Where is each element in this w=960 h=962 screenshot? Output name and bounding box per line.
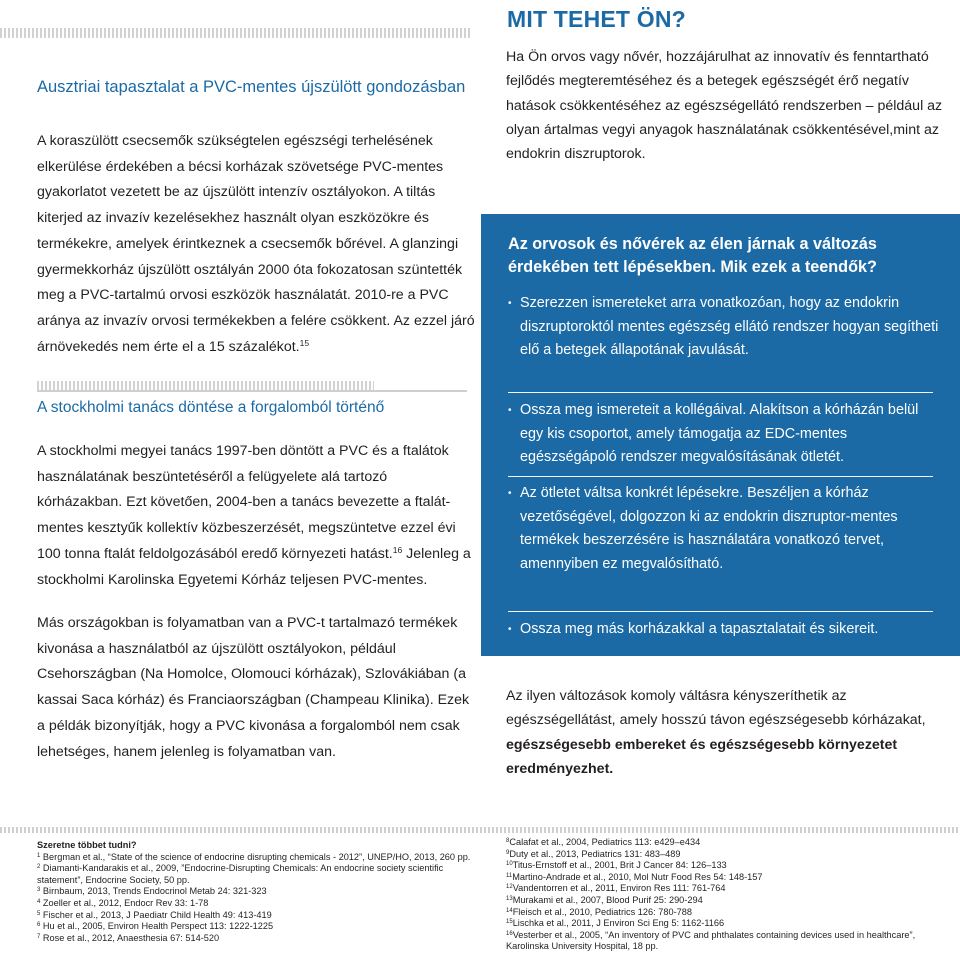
reference-text: Lischka et al., 2011, J Environ Sci Eng 5: 1162-1166 bbox=[512, 918, 725, 929]
reference-text: Calafat et al., 2004, Pediatrics 113: e429–e434 bbox=[509, 837, 701, 847]
reference-item bbox=[506, 918, 946, 930]
reference-item bbox=[37, 898, 477, 910]
reference-number: 4 bbox=[37, 898, 41, 905]
reference-number: 7 bbox=[37, 933, 41, 940]
action-box bbox=[481, 214, 960, 656]
reference-text: Titus-Ernstoff et al., 2001, Brit J Cancer 84: 126–133 bbox=[512, 860, 727, 871]
reference-number: 15 bbox=[506, 919, 513, 926]
bullet-icon: • bbox=[508, 405, 512, 416]
reference-text: Martino-Andrade et al., 2010, Mol Nutr Food Res 54: 148-157 bbox=[512, 871, 763, 882]
reference-item bbox=[37, 933, 477, 945]
footer-divider-decor bbox=[0, 827, 960, 833]
reference-item bbox=[37, 863, 477, 886]
reference-number: 3 bbox=[37, 887, 41, 894]
reference-text: Birnbaum, 2013, Trends Endocrinol Metab 24: 321-323 bbox=[42, 886, 267, 897]
reference-number: 5 bbox=[37, 910, 41, 917]
stockholm-paragraph bbox=[37, 439, 475, 593]
other-countries-paragraph: Más országokban is folyamatban van a PVC-t tartalmazó termékek kivonása a használatból az újszülött osztályokon, például Csehországban (Na Homolce, Olomouci kórházak), Szlovákiában (a kassai Saca kórház) és Franciaországban (Champeau Klinika). Ezek a példák bizonyítják, hogy a PVC kivonása a forgalomból nem csak lehetséges, hanem jelenleg is folyamatban van. bbox=[37, 615, 470, 760]
reference-text: Diamanti-Kandarakis et al., 2009, ”Endocrine-Disrupting Chemicals: An endocrine society scientific statement”, Endocrine Society, 50 pp. bbox=[37, 863, 444, 885]
action-box-title: Az orvosok és nővérek az élen járnak a változás érdekében tett lépésekben. Mik ezek a teendők? bbox=[508, 235, 877, 276]
action-item bbox=[508, 482, 940, 576]
austria-heading: Ausztriai tapasztalat a PVC-mentes újszülött gondozásban bbox=[37, 78, 466, 96]
reference-item bbox=[506, 883, 946, 895]
item-divider bbox=[508, 392, 933, 393]
ref-marker-15: 15 bbox=[299, 337, 310, 348]
reference-number: 6 bbox=[37, 922, 41, 929]
item-divider bbox=[508, 611, 933, 612]
references-title: Szeretne többet tudni? bbox=[37, 840, 137, 850]
reference-item bbox=[506, 849, 946, 861]
reference-number: 12 bbox=[506, 884, 513, 891]
header-decor-band bbox=[0, 28, 470, 38]
action-item bbox=[508, 399, 940, 470]
ref-marker-16: 16 bbox=[392, 544, 403, 555]
reference-text: Duty et al., 2013, Pediatrics 131: 483–489 bbox=[509, 848, 681, 859]
reference-number: 11 bbox=[506, 872, 513, 879]
reference-item bbox=[506, 930, 946, 953]
reference-text: Fleisch et al., 2010, Pediatrics 126: 780-788 bbox=[512, 906, 692, 917]
action-item-text: Szerezzen ismereteket arra vonatkozóan, hogy az endokrin diszruptoroktól mentes egészség ellátó rendszer hogyan segítheti elő a betegek állapotának javulását. bbox=[520, 295, 939, 359]
reference-item bbox=[37, 921, 477, 933]
reference-text: Hu et al., 2005, Environ Health Perspect 113: 1222-1225 bbox=[42, 921, 274, 932]
reference-number: 1 bbox=[37, 852, 41, 859]
reference-text: Rose et al., 2012, Anaesthesia 67: 514-520 bbox=[42, 932, 220, 943]
bullet-icon: • bbox=[508, 488, 512, 499]
references-left bbox=[37, 840, 477, 944]
reference-text: Vesterber et al., 2005, “An inventory of PVC and phthalates containing devices used in healthcare”, Karolinska University Hospital, 18 pp. bbox=[506, 929, 916, 952]
reference-text: Bergman et al., “State of the science of endocrine disrupting chemicals - 2012”, UNEP/HO, 2013, 260 pp. bbox=[42, 851, 471, 862]
references-right bbox=[506, 837, 946, 953]
austria-paragraph-text: A koraszülött csecsemők szükségtelen egészségi terhelésének elkerülése érdekében a bécsi korházak szövetsége PVC-mentes gyakorlatot vezetett be az újszülött intenzív osztályokon. A tiltás kiterjed az invazív kezelésekhez használt olyan eszközökre és termékekre, amelyek érintkeznek a csecsemők bőrével. A glanzingi gyermekkorház újszülött osztályán 2000 óta fokozatosan szüntették meg a PVC-tartalmú orvosi eszközök használatát. 2010-re a PVC aránya az invazív orvosi termékekben a felére csökkent. Az ezzel járó árnövekedés nem érte el a 15 százalékot. bbox=[37, 133, 475, 355]
closing-emphasis: egészségesebb embereket és egészségesebb környezetet eredményezhet. bbox=[506, 736, 898, 777]
reference-number: 10 bbox=[506, 861, 513, 868]
reference-text: Fischer et al., 2013, J Paediatr Child Health 49: 413-419 bbox=[42, 909, 272, 920]
reference-item bbox=[37, 852, 477, 864]
reference-item bbox=[37, 886, 477, 898]
action-item bbox=[508, 618, 940, 642]
reference-item bbox=[506, 837, 946, 849]
reference-number: 9 bbox=[506, 849, 510, 856]
closing-text: Az ilyen változások komoly váltásra kényszeríthetik az egészségellátást, amely hosszú távon egészségesebb kórházakat, bbox=[506, 688, 926, 729]
reference-text: Vandentorren et al., 2011, Environ Res 111: 761-764 bbox=[512, 883, 726, 894]
bullet-icon: • bbox=[508, 298, 512, 309]
reference-number: 2 bbox=[37, 864, 41, 871]
reference-number: 13 bbox=[506, 895, 513, 902]
reference-number: 16 bbox=[506, 930, 513, 937]
action-item bbox=[508, 292, 940, 363]
action-item-text: Az ötletet váltsa konkrét lépésekre. Beszéljen a kórház vezetőségével, dolgozzon ki az endokrin diszruptor-mentes termékek beszerzésére is használatára vonatkozó tervet, amennyiben ez megvalósítható. bbox=[520, 485, 898, 572]
reference-item bbox=[37, 910, 477, 922]
reference-number: 8 bbox=[506, 838, 510, 844]
closing-paragraph bbox=[506, 684, 936, 781]
reference-item bbox=[506, 895, 946, 907]
action-item-text: Ossza meg más korházakkal a tapasztalatait és sikereit. bbox=[520, 621, 879, 637]
stockholm-paragraph-tail: Jelenleg a stockholmi Karolinska Egyetemi Kórház teljesen PVC-mentes. bbox=[37, 545, 471, 588]
austria-paragraph bbox=[37, 129, 475, 360]
stockholm-paragraph-text: A stockholmi megyei tanács 1997-ben döntött a PVC és a ftalátok használatának beszüntetéséről a felügyelete alá tartozó kórházakban. Ezt követően, 2004-ben a tanács bevezette a ftalát-mentes kesztyűk kollektív közbeszerzését, megszüntetve ezzel évi 100 tonna ftalát feldolgozásából eredő környezeti hatást. bbox=[37, 443, 456, 562]
section-divider-line bbox=[37, 390, 467, 392]
bullet-icon: • bbox=[508, 624, 512, 635]
stockholm-heading: A stockholmi tanács döntése a forgalomból történő bbox=[37, 399, 385, 416]
reference-text: Zoeller et al., 2012, Endocr Rev 33: 1-78 bbox=[42, 897, 209, 908]
reference-text: Murakami et al., 2007, Blood Purif 25: 290-294 bbox=[512, 894, 703, 905]
reference-item bbox=[506, 907, 946, 919]
reference-item bbox=[506, 860, 946, 872]
reference-number: 14 bbox=[506, 907, 513, 914]
item-divider bbox=[508, 476, 933, 477]
action-item-text: Ossza meg ismereteit a kollégáival. Alakítson a kórházán belül egy kis csoportot, amely támogatja az EDC-mentes egészségápoló rendszer megvalósításának ötletét. bbox=[520, 402, 919, 466]
section-title: MIT TEHET ÖN? bbox=[497, 0, 960, 38]
intro-paragraph: Ha Ön orvos vagy nővér, hozzájárulhat az innovatív és fenntartható fejlődés megteremtéséhez és a betegek egészségét érő negatív hatások csökkentéséhez az egészségellátó rendszerben – például az olyan ártalmas vegyi anyagok használatának csökkentésével,mint az endokrin diszruptorok. bbox=[506, 49, 943, 163]
reference-item bbox=[506, 872, 946, 884]
